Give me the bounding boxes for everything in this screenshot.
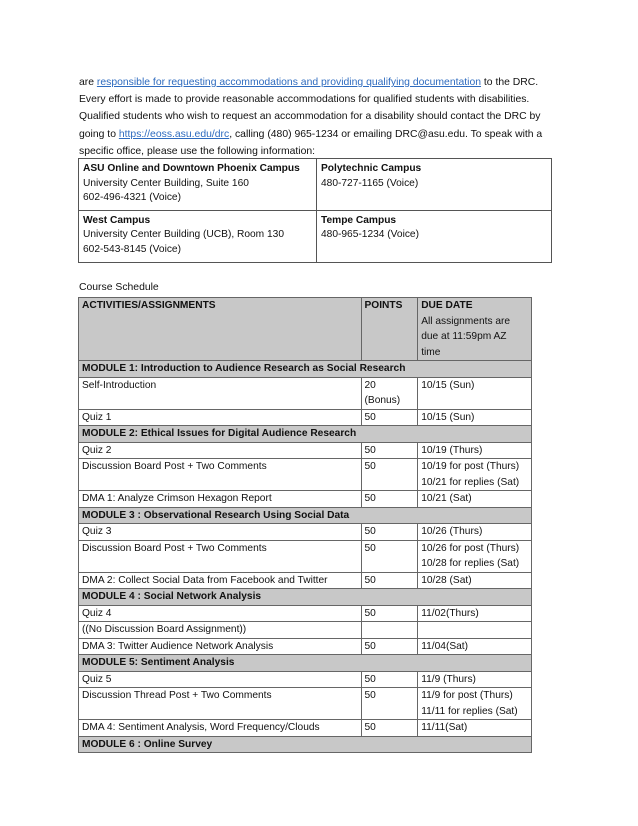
points-cell: 50 [361,638,418,655]
due-cell [418,540,532,572]
module-title: MODULE 6 : Online Survey [79,736,532,753]
module-title: MODULE 3 : Observational Research Using Social Data [79,507,532,524]
activity-cell: DMA 1: Analyze Crimson Hexagon Report [79,491,362,508]
due-line: 10/15 (Sun) [421,379,475,391]
due-line: 10/21 (Sat) [421,493,472,504]
points-cell: 50 [361,491,418,508]
office-table [78,158,552,263]
due-cell [418,409,532,426]
points-cell: 50 [361,671,418,688]
assignment-row [79,720,532,737]
activity-cell: DMA 4: Sentiment Analysis, Word Frequency/Clouds [79,720,362,737]
due-line: 11/11 for replies (Sat) [421,705,518,717]
drc-paragraph [79,74,549,160]
office-name: West Campus [83,214,151,226]
activity-cell: Discussion Thread Post + Two Comments [79,688,362,720]
due-cell [418,377,532,409]
due-cell [418,622,532,639]
due-cell [418,572,532,589]
assignment-row [79,442,532,459]
activity-cell: Quiz 1 [79,409,362,426]
module-row [79,736,532,753]
module-row [79,655,532,672]
points-cell: 50 [361,688,418,720]
due-line: 10/28 for replies (Sat) [421,558,520,569]
office-line: 480-727-1165 (Voice) [321,177,419,189]
activity-cell: DMA 2: Collect Social Data from Facebook and Twitter [79,572,362,589]
module-title: MODULE 4 : Social Network Analysis [79,589,532,606]
points-cell [361,622,418,639]
activity-cell: Quiz 5 [79,671,362,688]
course-schedule-table [78,297,532,753]
intro-after-link: to the DRC. Every effort is made to provide reasonable accommodations for qualified students with disabilities. Qualified students who wish to request an accommodation for a disability should contact the DRC by going to [79,77,541,140]
activity-cell: Quiz 3 [79,524,362,541]
due-line: 10/19 for post (Thurs) [421,461,520,472]
activity-cell: Self-Introduction [79,377,362,409]
points-cell: 50 [361,524,418,541]
due-line: 10/26 (Thurs) [421,526,483,537]
module-row [79,426,532,443]
office-line: 480-965-1234 (Voice) [321,229,419,241]
assignment-row [79,491,532,508]
due-line: 11/9 (Thurs) [421,673,476,685]
header-due-label: DUE DATE [421,300,473,311]
due-cell [418,688,532,720]
office-cell [79,159,317,211]
assignment-row [79,377,532,409]
due-cell [418,671,532,688]
points-cell: 50 [361,459,418,491]
due-cell [418,720,532,737]
activity-cell: DMA 3: Twitter Audience Network Analysis [79,638,362,655]
office-name: Tempe Campus [321,214,397,226]
schedule-header-row [79,298,532,361]
points-cell: 50 [361,540,418,572]
schedule-body [79,298,532,753]
header-activities-label: ACTIVITIES/ASSIGNMENTS [82,300,216,311]
due-cell [418,491,532,508]
due-line: 10/19 (Thurs) [421,444,483,456]
office-cell [317,159,552,211]
assignment-row [79,622,532,639]
activity-cell: Quiz 2 [79,442,362,459]
office-line: University Center Building, Suite 160 [83,177,249,189]
drc-url-link[interactable]: https://eoss.asu.edu/drc [118,128,230,140]
assignment-row [79,638,532,655]
activity-cell: ((No Discussion Board Assignment)) [79,622,362,639]
assignment-row [79,572,532,589]
module-row [79,507,532,524]
intro-tail: , calling (480) 965-1234 or emailing DRC@asu.edu. To speak with a specific office, please use the following information: [79,128,543,157]
due-line: 11/04(Sat) [421,640,469,652]
due-line: 10/28 (Sat) [421,574,472,586]
due-cell [418,638,532,655]
points-cell: 50 [361,720,418,737]
assignment-row [79,524,532,541]
header-due [418,298,532,361]
intro-lead: are [79,77,97,88]
activity-cell: Discussion Board Post + Two Comments [79,459,362,491]
due-cell [418,605,532,622]
assignment-row [79,409,532,426]
assignment-row [79,671,532,688]
due-line: 10/21 for replies (Sat) [421,476,520,488]
header-points [361,298,418,361]
assignment-row [79,540,532,572]
activity-cell: Discussion Board Post + Two Comments [79,540,362,572]
office-cell [317,210,552,262]
office-line: 602-543-8145 (Voice) [83,243,181,255]
due-cell [418,524,532,541]
header-activities [79,298,362,361]
module-title: MODULE 5: Sentiment Analysis [79,655,532,672]
assignment-row [79,605,532,622]
due-cell [418,442,532,459]
due-line: 11/9 for post (Thurs) [421,690,513,701]
office-name: Polytechnic Campus [321,163,422,174]
module-title: MODULE 1: Introduction to Audience Research as Social Research [79,361,532,378]
header-points-label: POINTS [364,300,403,311]
module-row [79,361,532,378]
accommodations-link[interactable]: responsible for requesting accommodations and providing qualifying documentation [96,77,482,88]
schedule-caption: Course Schedule [79,282,159,293]
module-title: MODULE 2: Ethical Issues for Digital Audience Research [79,426,532,443]
points-cell: 50 [361,442,418,459]
due-cell [418,459,532,491]
office-name: ASU Online and Downtown Phoenix Campus [83,163,300,174]
points-cell: 50 [361,605,418,622]
points-cell: 50 [361,409,418,426]
due-line: 10/26 for post (Thurs) [421,542,520,554]
module-row [79,589,532,606]
points-cell: 20 (Bonus) [361,377,418,409]
office-cell [79,210,317,262]
due-line: 11/11(Sat) [421,722,468,733]
due-line: 11/02(Thurs) [421,607,479,619]
assignment-row [79,688,532,720]
office-line: University Center Building (UCB), Room 130 [83,229,284,241]
assignment-row [79,459,532,491]
header-due-note: All assignments are due at 11:59pm AZ time [421,315,511,358]
due-line: 10/15 (Sun) [421,411,475,423]
points-cell: 50 [361,572,418,589]
activity-cell: Quiz 4 [79,605,362,622]
office-line: 602-496-4321 (Voice) [83,192,181,204]
